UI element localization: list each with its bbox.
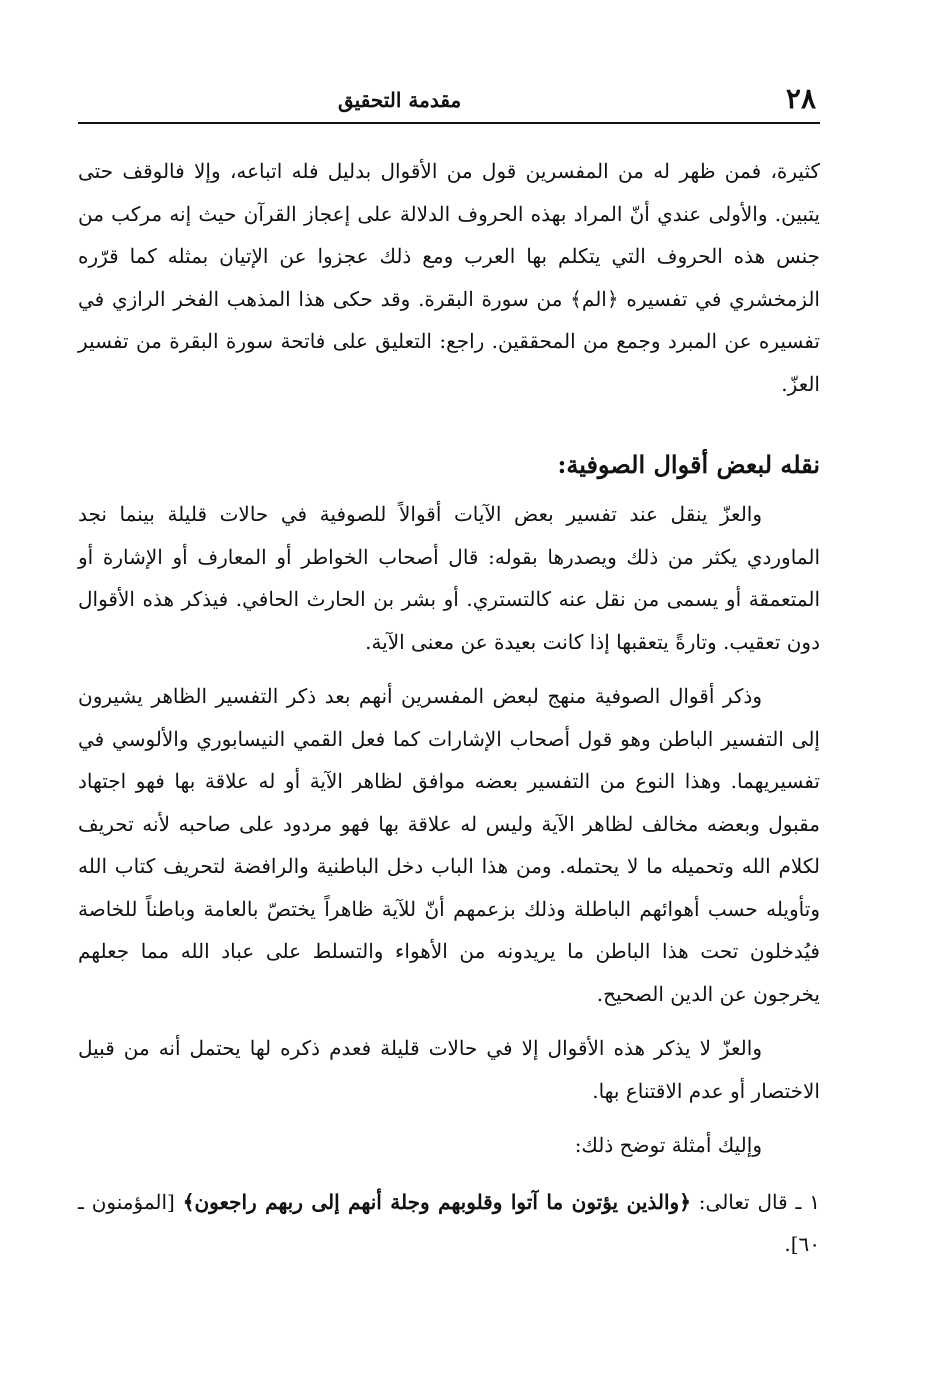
example-1-verse: ﴿والذين يؤتون ما آتوا وقلوبهم وجلة أنهم إلى ربهم راجعون﴾ [182,1189,691,1214]
document-page [78,78,820,1266]
examples-intro: وإليك أمثلة توضح ذلك: [574,1133,762,1157]
example-1-prefix: ١ ـ قال تعالى: [690,1189,820,1214]
running-title: مقدمة التحقيق [338,88,462,112]
section-heading: نقله لبعض أقوال الصوفية: [557,450,820,479]
example-1-reference: [المؤمنون ـ ٦٠]. [78,1189,820,1256]
paragraph-1: كثيرة، فمن ظهر له من المفسرين قول من الأقوال بدليل فله اتباعه، وإلا فالوقف حتى يتبين. والأولى عندي أنّ المراد بهذه الحروف الدلالة على إعجاز القرآن حيث إنه مركب من جنس هذه الحروف التي يتكلم بها العرب ومع ذلك عجزوا عن الإتيان بمثله كما قرّره الزمخشري في تفسيره ﴿الم﴾ من سورة البقرة. وقد حكى هذا المذهب الفخر الرازي في تفسيره عن المبرد وجمع من المحققين. راجع: التعليق على فاتحة سورة البقرة من تفسير العزّ. [78,159,821,396]
paragraph-4: والعزّ لا يذكر هذه الأقوال إلا في حالات قليلة فعدم ذكره لها يحتمل أنه من قبيل الاختصار أو عدم الاقتناع بها. [78,1036,820,1103]
page-number: ٢٨ [785,82,816,115]
paragraph-3: وذكر أقوال الصوفية منهج لبعض المفسرين أنهم بعد ذكر التفسير الظاهر يشيرون إلى التفسير الباطن وهو قول أصحاب الإشارات كما فعل القمي النيسابوري والألوسي في تفسيريهما. وهذا النوع من التفسير بعضه موافق لظاهر الآية أو له علاقة بها فهو اجتهاد مقبول وبعضه مخالف لظاهر الآية وليس له علاقة بها فهو مردود على صاحبه لأنه تحريف لكلام الله وتحميله ما لا يحتمله. ومن هذا الباب دخل الباطنية والرافضة لتحريف كتاب الله وتأويله حسب أهوائهم الباطلة وذلك بزعمهم أنّ للآية ظاهراً يختصّ بالعامة وباطناً للخاصة فيُدخلون تحت هذا الباطن ما يريدونه من الأهواء والتسلط على عباد الله مما جعلهم يخرجون عن الدين الصحيح. [78,684,820,1006]
paragraph-2: والعزّ ينقل عند تفسير بعض الآيات أقوالاً للصوفية في حالات قليلة بينما نجد الماوردي يكثر من ذلك ويصدرها بقوله: قال أصحاب الخواطر أو المعارف أو الإشارة أو المتعمقة أو يسمى من نقل عنه كالتستري. أو بشر بن الحارث الحافي. فيذكر هذه الأقوال دون تعقيب. وتارةً يتعقبها إذا كانت بعيدة عن معنى الآية. [78,502,820,654]
page-header [78,78,820,124]
example-1 [78,1181,820,1266]
